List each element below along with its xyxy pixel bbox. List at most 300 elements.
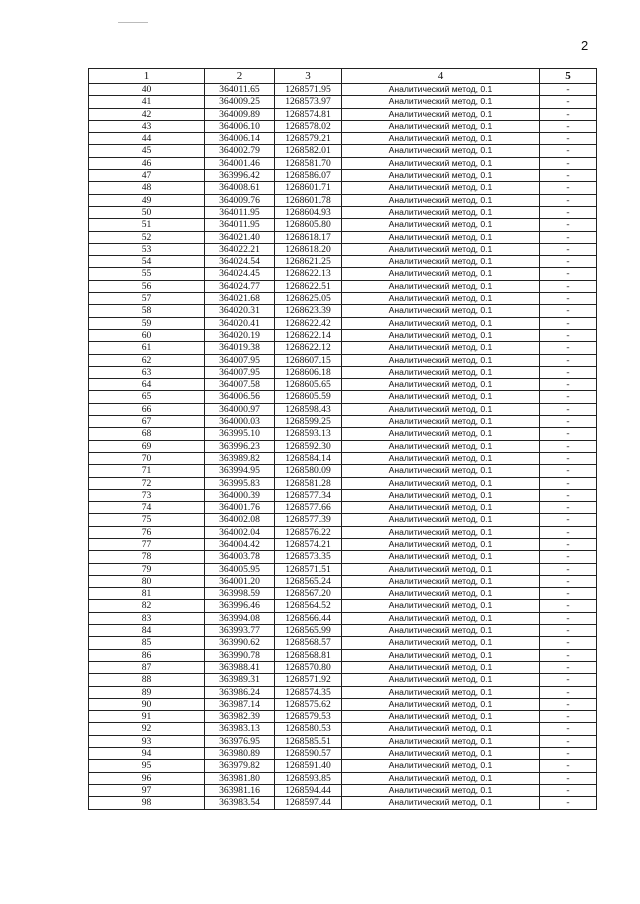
point-number-cell: 54	[89, 256, 205, 268]
table-row	[89, 305, 597, 317]
method-cell: Аналитический метод, 0.1	[342, 748, 540, 760]
method-cell: Аналитический метод, 0.1	[342, 538, 540, 550]
y-coordinate-cell: 1268625.05	[275, 293, 342, 305]
description-cell: -	[540, 477, 597, 489]
table-row	[89, 280, 597, 292]
x-coordinate-cell: 363990.62	[205, 637, 275, 649]
point-number-cell: 60	[89, 329, 205, 341]
point-number-cell: 91	[89, 711, 205, 723]
y-coordinate-cell: 1268571.92	[275, 674, 342, 686]
x-coordinate-cell: 363981.16	[205, 784, 275, 796]
method-cell: Аналитический метод, 0.1	[342, 231, 540, 243]
y-coordinate-cell: 1268565.24	[275, 575, 342, 587]
x-coordinate-cell: 363986.24	[205, 686, 275, 698]
point-number-cell: 44	[89, 133, 205, 145]
table-row	[89, 760, 597, 772]
x-coordinate-cell: 364020.41	[205, 317, 275, 329]
description-cell: -	[540, 108, 597, 120]
header-col-3: 3	[275, 69, 342, 84]
y-coordinate-cell: 1268574.21	[275, 538, 342, 550]
description-cell: -	[540, 784, 597, 796]
description-cell: -	[540, 317, 597, 329]
method-cell: Аналитический метод, 0.1	[342, 735, 540, 747]
point-number-cell: 77	[89, 538, 205, 550]
point-number-cell: 55	[89, 268, 205, 280]
table-row	[89, 661, 597, 673]
point-number-cell: 51	[89, 219, 205, 231]
x-coordinate-cell: 363996.42	[205, 170, 275, 182]
y-coordinate-cell: 1268598.43	[275, 403, 342, 415]
y-coordinate-cell: 1268571.95	[275, 84, 342, 96]
point-number-cell: 65	[89, 391, 205, 403]
method-cell: Аналитический метод, 0.1	[342, 416, 540, 428]
description-cell: -	[540, 612, 597, 624]
x-coordinate-cell: 364000.03	[205, 416, 275, 428]
page-number: 2	[581, 38, 589, 53]
x-coordinate-cell: 364009.25	[205, 96, 275, 108]
table-row	[89, 120, 597, 132]
y-coordinate-cell: 1268579.53	[275, 711, 342, 723]
y-coordinate-cell: 1268573.35	[275, 551, 342, 563]
x-coordinate-cell: 364019.38	[205, 342, 275, 354]
y-coordinate-cell: 1268622.42	[275, 317, 342, 329]
method-cell: Аналитический метод, 0.1	[342, 342, 540, 354]
description-cell: -	[540, 588, 597, 600]
table-row	[89, 772, 597, 784]
table-body	[89, 84, 597, 810]
y-coordinate-cell: 1268568.81	[275, 649, 342, 661]
method-cell: Аналитический метод, 0.1	[342, 661, 540, 673]
description-cell: -	[540, 391, 597, 403]
point-number-cell: 53	[89, 243, 205, 255]
method-cell: Аналитический метод, 0.1	[342, 219, 540, 231]
point-number-cell: 79	[89, 563, 205, 575]
method-cell: Аналитический метод, 0.1	[342, 84, 540, 96]
y-coordinate-cell: 1268599.25	[275, 416, 342, 428]
x-coordinate-cell: 364006.14	[205, 133, 275, 145]
point-number-cell: 52	[89, 231, 205, 243]
table-row	[89, 391, 597, 403]
method-cell: Аналитический метод, 0.1	[342, 452, 540, 464]
description-cell: -	[540, 452, 597, 464]
point-number-cell: 82	[89, 600, 205, 612]
description-cell: -	[540, 354, 597, 366]
point-number-cell: 61	[89, 342, 205, 354]
table-row	[89, 145, 597, 157]
description-cell: -	[540, 538, 597, 550]
description-cell: -	[540, 760, 597, 772]
y-coordinate-cell: 1268604.93	[275, 206, 342, 218]
x-coordinate-cell: 364000.97	[205, 403, 275, 415]
x-coordinate-cell: 364001.76	[205, 502, 275, 514]
y-coordinate-cell: 1268593.13	[275, 428, 342, 440]
x-coordinate-cell: 363994.08	[205, 612, 275, 624]
x-coordinate-cell: 364007.95	[205, 354, 275, 366]
y-coordinate-cell: 1268577.66	[275, 502, 342, 514]
description-cell: -	[540, 206, 597, 218]
method-cell: Аналитический метод, 0.1	[342, 440, 540, 452]
method-cell: Аналитический метод, 0.1	[342, 108, 540, 120]
x-coordinate-cell: 364008.61	[205, 182, 275, 194]
table-row	[89, 84, 597, 96]
description-cell: -	[540, 575, 597, 587]
y-coordinate-cell: 1268571.51	[275, 563, 342, 575]
description-cell: -	[540, 379, 597, 391]
x-coordinate-cell: 364006.10	[205, 120, 275, 132]
table-row	[89, 256, 597, 268]
x-coordinate-cell: 363981.80	[205, 772, 275, 784]
description-cell: -	[540, 366, 597, 378]
method-cell: Аналитический метод, 0.1	[342, 96, 540, 108]
table-row	[89, 366, 597, 378]
x-coordinate-cell: 364004.42	[205, 538, 275, 550]
table-row	[89, 170, 597, 182]
method-cell: Аналитический метод, 0.1	[342, 723, 540, 735]
y-coordinate-cell: 1268582.01	[275, 145, 342, 157]
y-coordinate-cell: 1268578.02	[275, 120, 342, 132]
method-cell: Аналитический метод, 0.1	[342, 760, 540, 772]
x-coordinate-cell: 364009.76	[205, 194, 275, 206]
point-number-cell: 86	[89, 649, 205, 661]
table-row	[89, 563, 597, 575]
table-row	[89, 317, 597, 329]
point-number-cell: 92	[89, 723, 205, 735]
point-number-cell: 56	[89, 280, 205, 292]
method-cell: Аналитический метод, 0.1	[342, 157, 540, 169]
table-row	[89, 465, 597, 477]
x-coordinate-cell: 363995.83	[205, 477, 275, 489]
table-row	[89, 723, 597, 735]
y-coordinate-cell: 1268586.07	[275, 170, 342, 182]
table-row	[89, 600, 597, 612]
point-number-cell: 45	[89, 145, 205, 157]
header-col-4: 4	[342, 69, 540, 84]
point-number-cell: 71	[89, 465, 205, 477]
table-row	[89, 575, 597, 587]
y-coordinate-cell: 1268565.99	[275, 625, 342, 637]
table-row	[89, 784, 597, 796]
table-row	[89, 698, 597, 710]
description-cell: -	[540, 625, 597, 637]
description-cell: -	[540, 674, 597, 686]
x-coordinate-cell: 364002.08	[205, 514, 275, 526]
method-cell: Аналитический метод, 0.1	[342, 797, 540, 809]
description-cell: -	[540, 698, 597, 710]
method-cell: Аналитический метод, 0.1	[342, 637, 540, 649]
table-row	[89, 514, 597, 526]
table-row	[89, 231, 597, 243]
x-coordinate-cell: 364021.68	[205, 293, 275, 305]
x-coordinate-cell: 364003.78	[205, 551, 275, 563]
table-row	[89, 686, 597, 698]
description-cell: -	[540, 170, 597, 182]
method-cell: Аналитический метод, 0.1	[342, 194, 540, 206]
y-coordinate-cell: 1268581.70	[275, 157, 342, 169]
y-coordinate-cell: 1268577.34	[275, 489, 342, 501]
method-cell: Аналитический метод, 0.1	[342, 120, 540, 132]
x-coordinate-cell: 363976.95	[205, 735, 275, 747]
point-number-cell: 68	[89, 428, 205, 440]
method-cell: Аналитический метод, 0.1	[342, 256, 540, 268]
y-coordinate-cell: 1268601.78	[275, 194, 342, 206]
point-number-cell: 90	[89, 698, 205, 710]
table-row	[89, 243, 597, 255]
x-coordinate-cell: 364011.65	[205, 84, 275, 96]
table-row	[89, 735, 597, 747]
method-cell: Аналитический метод, 0.1	[342, 674, 540, 686]
description-cell: -	[540, 120, 597, 132]
point-number-cell: 94	[89, 748, 205, 760]
method-cell: Аналитический метод, 0.1	[342, 502, 540, 514]
method-cell: Аналитический метод, 0.1	[342, 182, 540, 194]
method-cell: Аналитический метод, 0.1	[342, 489, 540, 501]
table-row	[89, 625, 597, 637]
y-coordinate-cell: 1268575.62	[275, 698, 342, 710]
y-coordinate-cell: 1268597.44	[275, 797, 342, 809]
y-coordinate-cell: 1268574.35	[275, 686, 342, 698]
point-number-cell: 63	[89, 366, 205, 378]
x-coordinate-cell: 363996.46	[205, 600, 275, 612]
description-cell: -	[540, 231, 597, 243]
table-row	[89, 711, 597, 723]
method-cell: Аналитический метод, 0.1	[342, 772, 540, 784]
method-cell: Аналитический метод, 0.1	[342, 477, 540, 489]
method-cell: Аналитический метод, 0.1	[342, 170, 540, 182]
description-cell: -	[540, 243, 597, 255]
y-coordinate-cell: 1268605.65	[275, 379, 342, 391]
point-number-cell: 80	[89, 575, 205, 587]
method-cell: Аналитический метод, 0.1	[342, 403, 540, 415]
y-coordinate-cell: 1268564.52	[275, 600, 342, 612]
x-coordinate-cell: 364024.54	[205, 256, 275, 268]
x-coordinate-cell: 364006.56	[205, 391, 275, 403]
y-coordinate-cell: 1268577.39	[275, 514, 342, 526]
point-number-cell: 70	[89, 452, 205, 464]
table-row	[89, 219, 597, 231]
description-cell: -	[540, 194, 597, 206]
x-coordinate-cell: 364001.20	[205, 575, 275, 587]
x-coordinate-cell: 363994.95	[205, 465, 275, 477]
description-cell: -	[540, 84, 597, 96]
table-row	[89, 489, 597, 501]
method-cell: Аналитический метод, 0.1	[342, 698, 540, 710]
table-row	[89, 748, 597, 760]
x-coordinate-cell: 363995.10	[205, 428, 275, 440]
table-row	[89, 551, 597, 563]
point-number-cell: 85	[89, 637, 205, 649]
x-coordinate-cell: 364001.46	[205, 157, 275, 169]
description-cell: -	[540, 514, 597, 526]
point-number-cell: 59	[89, 317, 205, 329]
point-number-cell: 58	[89, 305, 205, 317]
y-coordinate-cell: 1268621.25	[275, 256, 342, 268]
y-coordinate-cell: 1268566.44	[275, 612, 342, 624]
table-row	[89, 206, 597, 218]
table-row	[89, 157, 597, 169]
y-coordinate-cell: 1268606.18	[275, 366, 342, 378]
table-row	[89, 797, 597, 809]
x-coordinate-cell: 363996.23	[205, 440, 275, 452]
table-row	[89, 674, 597, 686]
description-cell: -	[540, 563, 597, 575]
method-cell: Аналитический метод, 0.1	[342, 649, 540, 661]
x-coordinate-cell: 364000.39	[205, 489, 275, 501]
method-cell: Аналитический метод, 0.1	[342, 612, 540, 624]
point-number-cell: 46	[89, 157, 205, 169]
method-cell: Аналитический метод, 0.1	[342, 428, 540, 440]
point-number-cell: 67	[89, 416, 205, 428]
x-coordinate-cell: 364007.95	[205, 366, 275, 378]
x-coordinate-cell: 364005.95	[205, 563, 275, 575]
table-row	[89, 133, 597, 145]
y-coordinate-cell: 1268580.53	[275, 723, 342, 735]
table-row	[89, 637, 597, 649]
y-coordinate-cell: 1268580.09	[275, 465, 342, 477]
method-cell: Аналитический метод, 0.1	[342, 206, 540, 218]
x-coordinate-cell: 363998.59	[205, 588, 275, 600]
method-cell: Аналитический метод, 0.1	[342, 600, 540, 612]
header-col-1: 1	[89, 69, 205, 84]
method-cell: Аналитический метод, 0.1	[342, 625, 540, 637]
description-cell: -	[540, 489, 597, 501]
point-number-cell: 76	[89, 526, 205, 538]
description-cell: -	[540, 305, 597, 317]
description-cell: -	[540, 735, 597, 747]
method-cell: Аналитический метод, 0.1	[342, 784, 540, 796]
y-coordinate-cell: 1268618.17	[275, 231, 342, 243]
table-row	[89, 182, 597, 194]
point-number-cell: 84	[89, 625, 205, 637]
description-cell: -	[540, 133, 597, 145]
y-coordinate-cell: 1268568.57	[275, 637, 342, 649]
point-number-cell: 95	[89, 760, 205, 772]
point-number-cell: 64	[89, 379, 205, 391]
method-cell: Аналитический метод, 0.1	[342, 711, 540, 723]
point-number-cell: 89	[89, 686, 205, 698]
description-cell: -	[540, 280, 597, 292]
x-coordinate-cell: 363989.82	[205, 452, 275, 464]
description-cell: -	[540, 403, 597, 415]
point-number-cell: 81	[89, 588, 205, 600]
method-cell: Аналитический метод, 0.1	[342, 526, 540, 538]
method-cell: Аналитический метод, 0.1	[342, 551, 540, 563]
method-cell: Аналитический метод, 0.1	[342, 686, 540, 698]
x-coordinate-cell: 364024.45	[205, 268, 275, 280]
y-coordinate-cell: 1268605.59	[275, 391, 342, 403]
point-number-cell: 96	[89, 772, 205, 784]
table-row	[89, 268, 597, 280]
x-coordinate-cell: 364002.04	[205, 526, 275, 538]
point-number-cell: 50	[89, 206, 205, 218]
table-row	[89, 502, 597, 514]
method-cell: Аналитический метод, 0.1	[342, 243, 540, 255]
method-cell: Аналитический метод, 0.1	[342, 575, 540, 587]
header-col-2: 2	[205, 69, 275, 84]
y-coordinate-cell: 1268618.20	[275, 243, 342, 255]
point-number-cell: 87	[89, 661, 205, 673]
y-coordinate-cell: 1268605.80	[275, 219, 342, 231]
description-cell: -	[540, 748, 597, 760]
x-coordinate-cell: 363982.39	[205, 711, 275, 723]
y-coordinate-cell: 1268593.85	[275, 772, 342, 784]
description-cell: -	[540, 637, 597, 649]
x-coordinate-cell: 363993.77	[205, 625, 275, 637]
table-row	[89, 588, 597, 600]
description-cell: -	[540, 96, 597, 108]
table-row	[89, 416, 597, 428]
point-number-cell: 66	[89, 403, 205, 415]
point-number-cell: 75	[89, 514, 205, 526]
x-coordinate-cell: 363990.78	[205, 649, 275, 661]
description-cell: -	[540, 600, 597, 612]
method-cell: Аналитический метод, 0.1	[342, 563, 540, 575]
table-row	[89, 538, 597, 550]
table-row	[89, 440, 597, 452]
description-cell: -	[540, 256, 597, 268]
method-cell: Аналитический метод, 0.1	[342, 133, 540, 145]
y-coordinate-cell: 1268579.21	[275, 133, 342, 145]
point-number-cell: 88	[89, 674, 205, 686]
point-number-cell: 93	[89, 735, 205, 747]
description-cell: -	[540, 661, 597, 673]
description-cell: -	[540, 526, 597, 538]
point-number-cell: 43	[89, 120, 205, 132]
y-coordinate-cell: 1268567.20	[275, 588, 342, 600]
coordinates-table	[88, 68, 597, 810]
table-row	[89, 428, 597, 440]
y-coordinate-cell: 1268584.14	[275, 452, 342, 464]
table-header-row	[89, 69, 597, 84]
x-coordinate-cell: 363980.89	[205, 748, 275, 760]
method-cell: Аналитический метод, 0.1	[342, 268, 540, 280]
method-cell: Аналитический метод, 0.1	[342, 145, 540, 157]
point-number-cell: 97	[89, 784, 205, 796]
description-cell: -	[540, 649, 597, 661]
table-row	[89, 612, 597, 624]
table-row	[89, 649, 597, 661]
point-number-cell: 78	[89, 551, 205, 563]
point-number-cell: 47	[89, 170, 205, 182]
y-coordinate-cell: 1268622.14	[275, 329, 342, 341]
description-cell: -	[540, 772, 597, 784]
x-coordinate-cell: 363988.41	[205, 661, 275, 673]
method-cell: Аналитический метод, 0.1	[342, 588, 540, 600]
description-cell: -	[540, 329, 597, 341]
method-cell: Аналитический метод, 0.1	[342, 354, 540, 366]
y-coordinate-cell: 1268574.81	[275, 108, 342, 120]
description-cell: -	[540, 342, 597, 354]
description-cell: -	[540, 416, 597, 428]
description-cell: -	[540, 428, 597, 440]
point-number-cell: 98	[89, 797, 205, 809]
description-cell: -	[540, 551, 597, 563]
description-cell: -	[540, 157, 597, 169]
x-coordinate-cell: 364021.40	[205, 231, 275, 243]
x-coordinate-cell: 364020.19	[205, 329, 275, 341]
point-number-cell: 83	[89, 612, 205, 624]
method-cell: Аналитический метод, 0.1	[342, 280, 540, 292]
point-number-cell: 42	[89, 108, 205, 120]
x-coordinate-cell: 364011.95	[205, 219, 275, 231]
table-row	[89, 452, 597, 464]
method-cell: Аналитический метод, 0.1	[342, 329, 540, 341]
table-row	[89, 379, 597, 391]
x-coordinate-cell: 364024.77	[205, 280, 275, 292]
method-cell: Аналитический метод, 0.1	[342, 366, 540, 378]
table-row	[89, 329, 597, 341]
x-coordinate-cell: 363979.82	[205, 760, 275, 772]
description-cell: -	[540, 723, 597, 735]
